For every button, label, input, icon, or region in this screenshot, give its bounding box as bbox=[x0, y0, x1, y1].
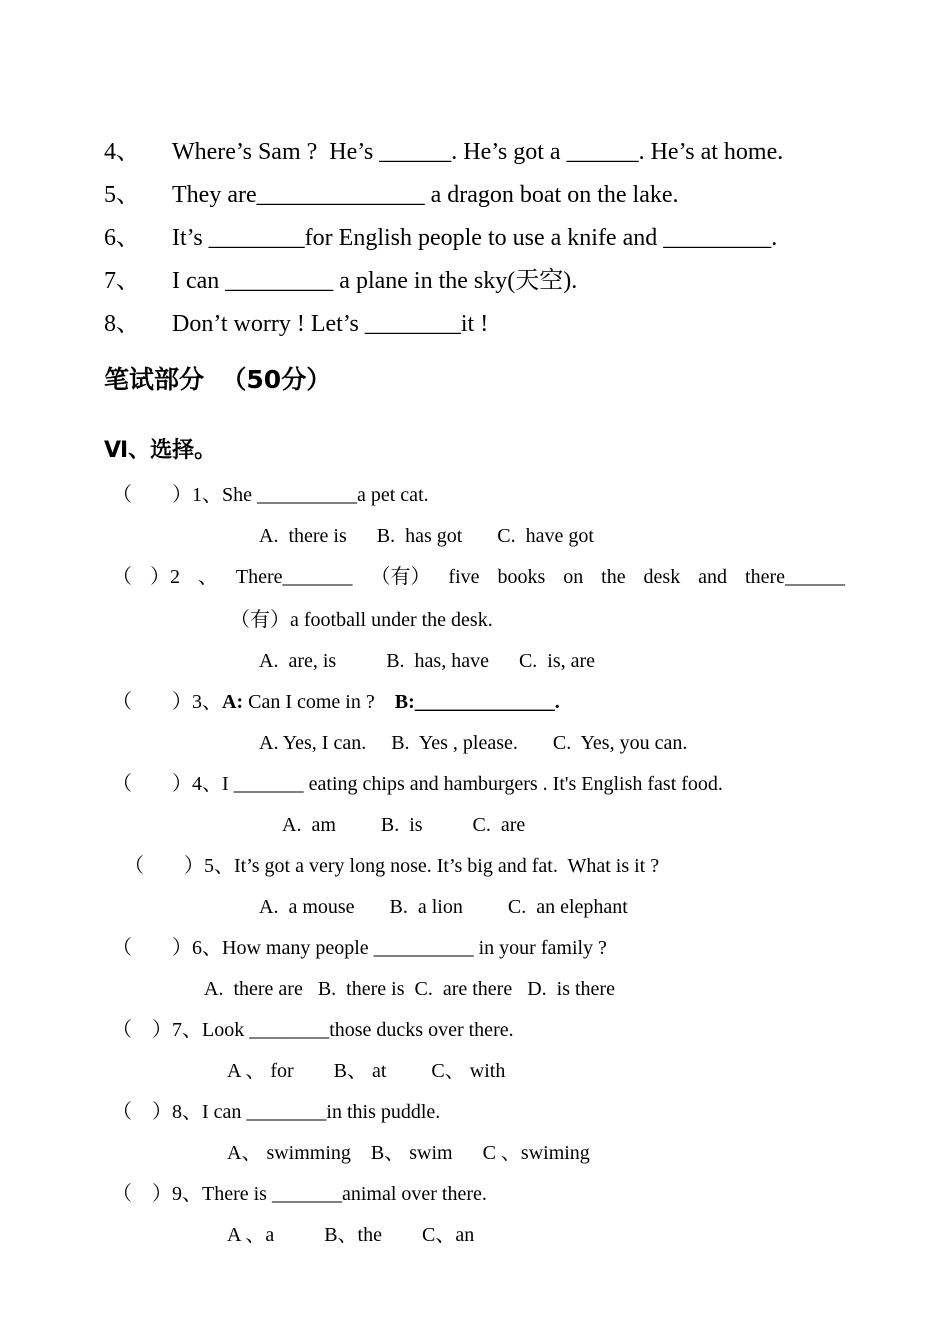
section-title: 笔试部分 （50分） bbox=[104, 365, 332, 394]
item-number-8: 8、 bbox=[104, 311, 140, 337]
question-3-stem bbox=[112, 692, 560, 712]
item-number-5: 5、 bbox=[104, 182, 140, 208]
fill-in-sentence-8: Don’t worry ! Let’s ________it ! bbox=[172, 311, 489, 337]
question-9-options: A 、a B、the C、an bbox=[227, 1224, 475, 1246]
question-6-stem: （ ）6、How many people __________ in your family ? bbox=[112, 937, 607, 959]
stem-prefix: （ ）3、 bbox=[112, 691, 222, 713]
stem-word: the bbox=[601, 566, 626, 588]
question-1-options: A. there is B. has got C. have got bbox=[259, 525, 594, 547]
question-6-options: A. there are B. there is C. are there D. is there bbox=[204, 978, 615, 1000]
item-number-6: 6、 bbox=[104, 225, 140, 251]
speaker-a: A: bbox=[222, 691, 244, 713]
question-7-stem: （ ）7、Look ________those ducks over there. bbox=[112, 1019, 514, 1041]
question-2-stem-continued: （有）a football under the desk. bbox=[230, 609, 493, 631]
stem-word: books bbox=[497, 566, 546, 588]
item-number-4: 4、 bbox=[104, 139, 140, 165]
question-2-stem bbox=[112, 567, 845, 587]
question-2-options: A. are, is B. has, have C. is, are bbox=[259, 650, 596, 672]
part-title: Ⅵ、选择。 bbox=[104, 438, 217, 463]
stem-word: five bbox=[448, 566, 480, 588]
stem-word: ）2 bbox=[149, 566, 180, 588]
speaker-b-blank: B:______________. bbox=[394, 691, 560, 713]
stem-word: on bbox=[563, 566, 584, 588]
stem-word: desk bbox=[643, 566, 681, 588]
fill-in-sentence-6: It’s ________for English people to use a knife and _________. bbox=[172, 225, 778, 251]
question-9-stem: （ ）9、There is _______animal over there. bbox=[112, 1183, 487, 1205]
question-8-options: A、 swimming B、 swim C 、swiming bbox=[227, 1142, 590, 1164]
stem-word: there______ bbox=[745, 566, 845, 588]
item-number-7: 7、 bbox=[104, 268, 140, 294]
question-3-options: A. Yes, I can. B. Yes , please. C. Yes, you can. bbox=[259, 732, 688, 754]
question-8-stem: （ ）8、I can ________in this puddle. bbox=[112, 1101, 441, 1123]
stem-word: and bbox=[698, 566, 728, 588]
question-4-stem: （ ）4、I _______ eating chips and hamburgers . It's English fast food. bbox=[112, 773, 723, 795]
question-5-stem: （ ）5、It’s got a very long nose. It’s big and fat. What is it ? bbox=[124, 855, 660, 877]
question-4-options: A. am B. is C. are bbox=[282, 814, 526, 836]
stem-middle: Can I come in ? bbox=[243, 691, 395, 713]
fill-in-sentence-5: They are______________ a dragon boat on the lake. bbox=[172, 182, 679, 208]
stem-word: There_______ bbox=[235, 566, 353, 588]
stem-word: 、 bbox=[197, 566, 218, 588]
question-5-options: A. a mouse B. a lion C. an elephant bbox=[259, 896, 628, 918]
question-1-stem: （ ）1、She __________a pet cat. bbox=[112, 484, 429, 506]
question-7-options: A 、 for B、 at C、 with bbox=[227, 1060, 506, 1082]
fill-in-sentence-4: Where’s Sam ? He’s ______. He’s got a ______. He’s at home. bbox=[172, 139, 784, 165]
fill-in-sentence-7: I can _________ a plane in the sky(天空). bbox=[172, 268, 578, 294]
stem-word: （ bbox=[112, 566, 132, 588]
stem-word: （有） bbox=[370, 566, 431, 588]
